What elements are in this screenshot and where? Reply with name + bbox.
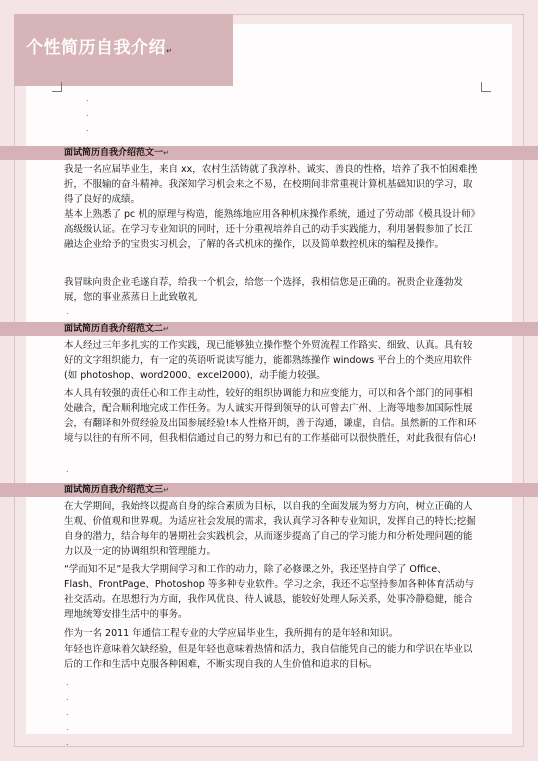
paragraph-mark <box>86 101 89 104</box>
section-paragraph: 我冒昧向贵企业毛遂自荐，给我一个机会，给您一个选择，我相信您是正确的。祝贵企业蓬勃发展，您的事业蒸蒸日上此致敬礼 <box>64 277 464 303</box>
document-title: 个性简历自我介绍↵ <box>26 38 173 58</box>
paragraph-mark <box>86 131 89 134</box>
section-paragraph: 本人经过三年多扎实的工作实践，现已能够独立操作整个外贸流程工作路实、细致、认真。具有较好的文字组织能力，有一定的英语听说读写能力，能都熟练操作 windows 平台上的个类应用软件(如 photoshop、word2000、excel2000)，动手能力较强。 <box>64 340 473 381</box>
section-paragraph: 年轻也许意味着欠缺经验，但是年轻也意味着热情和活力，我自信能凭自己的能力和学识在毕业以后的工作和生活中克服各种困难，不断实现自我的人生价值和追求的目标。 <box>64 644 473 670</box>
section-heading: 面试简历自我介绍范文三↵ <box>64 485 169 495</box>
paragraph-mark <box>66 745 69 748</box>
section-paragraph: 本人具有较强的责任心和工作主动性，较好的组织协调能力和应变能力，可以和各个部门的同事相处融合，配合顺利地完成工作任务。为人诚实开得到领导的认可曾去广州、上海等地参加国际性展会，有翻译和外贸经验及出国参展经验!本人性格开朗，善于沟通，谦虚，自信。虽然新的工作和环境与以往的有所不同，但我相信通过自己的努力和已有的工作基础可以很快胜任，对此我很有信心! <box>64 388 477 444</box>
margin-corner-top-left <box>52 82 62 92</box>
paragraph-mark <box>66 685 69 688</box>
section-paragraph: 基本上熟悉了 pc 机的原理与构造，能熟练地应用各种机床操作系统，通过了劳动部《模具设计师》高级级认证。在学习专业知识的同时，还十分重视培养自己的动手实践能力，利用暑假参加了长江融达企业给予的宝贵实习机会，了解的各式机床的操作，以及简单数控机床的编程及操作。 <box>64 209 476 250</box>
paragraph-mark <box>66 472 69 475</box>
section-paragraph: 在大学期间，我始终以提高自身的综合素质为目标，以自我的全面发展为努力方向，树立正确的人生观、价值观和世界观。为适应社会发展的需求，我认真学习各种专业知识，发挥自己的特长;挖掘自身的潜力，结合每年的暑期社会实践机会，从而逐步提高了自己的学习能力和分析处理问题的能力以及一定的协调组织和管理能力。 <box>64 501 476 557</box>
paragraph-mark <box>66 700 69 703</box>
paragraph-mark <box>66 730 69 733</box>
section-heading: 面试简历自我介绍范文一↵ <box>64 148 169 158</box>
section-paragraph: 作为一名 2011 年通信工程专业的大学应届毕业生，我所拥有的是年轻和知识。 <box>64 628 399 639</box>
section-paragraph: “学而知不足”是我大学期间学习和工作的动力，除了必修课之外，我还坚持自学了 Office、Flash、FrontPage、Photoshop 等多种专业软件。学习之余，我还不忘坚持参加各种体育活动与社交活动。在思想行为方面，我作风优良、待人诚恳，能较好处理人际关系，处事冷静稳健，能合理地统筹安排生活中的事务。 <box>64 564 474 620</box>
section-paragraph: 我是一名应届毕业生，来自 xx，农村生活铸就了我淳朴、诚实、善良的性格，培养了我不怕困难挫折，不服输的奋斗精神。我深知学习机会来之不易，在校期间非常重视计算机基础知识的学习，取得了良好的成绩。 <box>64 164 478 205</box>
paragraph-mark <box>66 715 69 718</box>
section-heading: 面试简历自我介绍范文二↵ <box>64 324 169 334</box>
margin-corner-top-right <box>481 82 491 92</box>
paragraph-mark <box>66 314 69 317</box>
paragraph-mark <box>86 116 89 119</box>
